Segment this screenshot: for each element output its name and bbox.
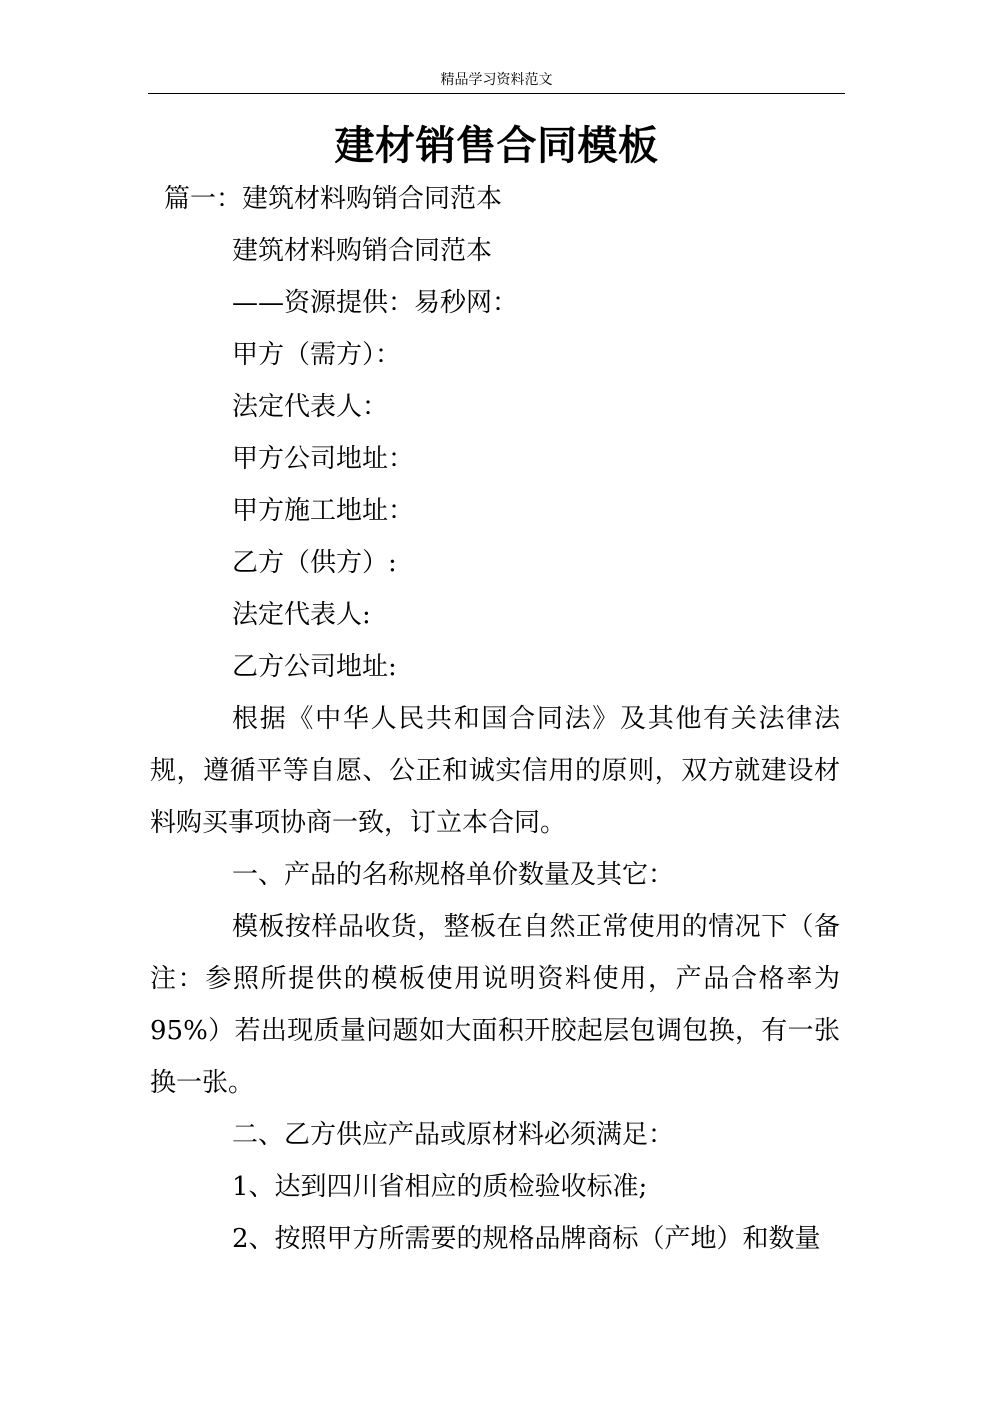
clause-2-item-2: 2、按照甲方所需要的规格品牌商标（产地）和数量 xyxy=(232,1224,821,1254)
preamble-paragraph: 根据《中华人民共和国合同法》及其他有关法律法规，遵循平等自愿、公正和诚实信用的原则，双方就建设材料购买事项协商一致，订立本合同。 xyxy=(150,704,840,838)
clause-2-heading: 二、乙方供应产品或原材料必须满足： xyxy=(232,1120,675,1150)
party-b-representative: 法定代表人: xyxy=(232,600,371,630)
source-line: ——资源提供：易秒网： xyxy=(232,288,519,318)
party-b-line: 乙方（供方）: xyxy=(232,548,397,578)
clause-1-body: 模板按样品收货，整板在自然正常使用的情况下（备注：参照所提供的模板使用说明资料使用，产品合格率为 95%）若出现质量问题如大面积开胶起层包调包换，有一张换一张。 xyxy=(150,912,840,1098)
document-title: 建材销售合同模板 xyxy=(334,123,659,169)
party-a-representative: 法定代表人： xyxy=(232,392,389,422)
clause-1-heading: 一、产品的名称规格单价数量及其它： xyxy=(232,860,675,890)
party-a-site-address: 甲方施工地址： xyxy=(232,496,415,526)
party-b-company-address: 乙方公司地址: xyxy=(232,652,397,682)
clause-2-item-1: 1、达到四川省相应的质检验收标准; xyxy=(232,1172,648,1202)
party-a-line: 甲方（需方）： xyxy=(232,340,402,370)
page-header-text: 精品学习资料范文 xyxy=(440,72,553,88)
header-rule xyxy=(148,93,845,94)
contract-subtitle: 建筑材料购销合同范本 xyxy=(232,236,493,266)
document-body xyxy=(150,173,840,1265)
section-heading: 篇一：建筑材料购销合同范本 xyxy=(164,184,503,214)
party-a-company-address: 甲方公司地址： xyxy=(232,444,415,474)
